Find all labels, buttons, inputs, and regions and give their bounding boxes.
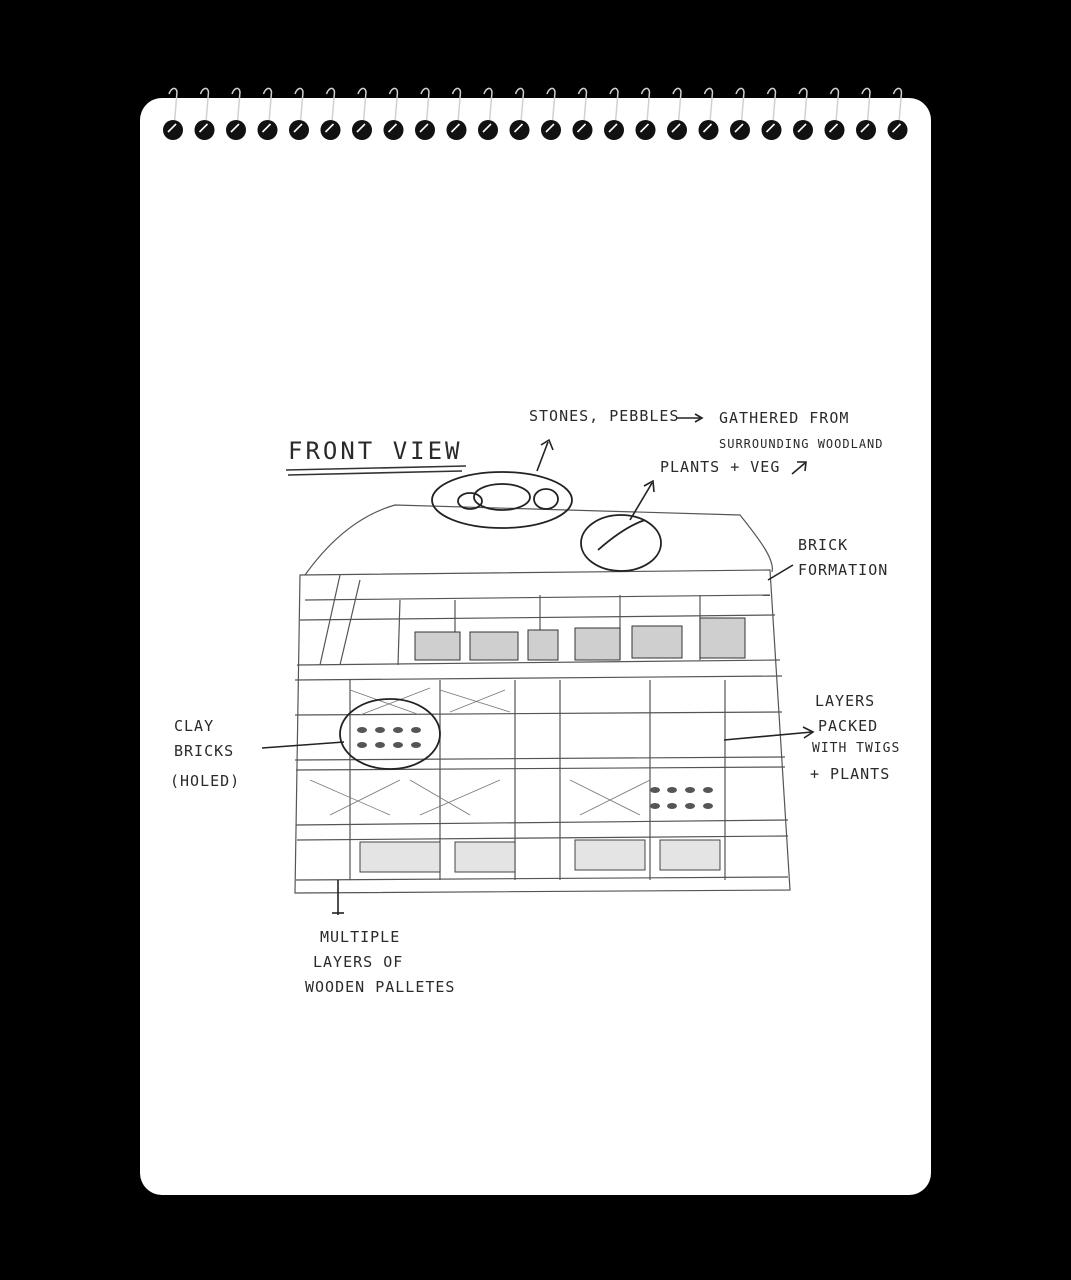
binding-hole (604, 120, 624, 140)
binding-hole (384, 120, 404, 140)
binding-hole (699, 120, 719, 140)
binding-hole (541, 120, 561, 140)
binding-hole (667, 120, 687, 140)
layers-label-line4: + PLANTS (810, 765, 891, 783)
spiral-binding (163, 88, 908, 140)
binding-hole (856, 120, 876, 140)
plants-label: PLANTS + VEG (660, 458, 781, 476)
title-underline (286, 466, 466, 475)
binding-hole (730, 120, 750, 140)
binding-hole (762, 120, 782, 140)
binding-hole (352, 120, 372, 140)
pallet-stack (295, 505, 790, 893)
binding-hole (321, 120, 341, 140)
layers-label-line2: PACKED (818, 717, 879, 735)
binding-hole (447, 120, 467, 140)
gathered-label-line2: SURROUNDING WOODLAND (719, 437, 884, 451)
binding-hole (573, 120, 593, 140)
binding-hole (825, 120, 845, 140)
sketch-title: FRONT VIEW (288, 437, 463, 465)
plants-circle (581, 515, 661, 571)
binding-hole (793, 120, 813, 140)
pallets-label-line3: WOODEN PALLETES (305, 978, 456, 996)
binding-hole (195, 120, 215, 140)
clay-label-line1: CLAY (174, 717, 215, 735)
binding-hole (415, 120, 435, 140)
stones-circle (432, 472, 572, 528)
clay-brick-circle (340, 699, 440, 769)
binding-hole (888, 120, 908, 140)
clay-label-line2: BRICKS (174, 742, 235, 760)
binding-hole (258, 120, 278, 140)
binding-hole (289, 120, 309, 140)
binding-hole (226, 120, 246, 140)
binding-hole (636, 120, 656, 140)
binding-hole (478, 120, 498, 140)
brick-label-line2: FORMATION (798, 561, 889, 579)
clay-label-line3: (HOLED) (170, 772, 241, 790)
brick-label-line1: BRICK (798, 536, 849, 554)
twig-hatching (310, 688, 650, 815)
stones-label: STONES, PEBBLES (529, 407, 680, 425)
pallets-label-line2: LAYERS OF (313, 953, 404, 971)
bottom-bricks (360, 840, 720, 872)
gathered-label-line1: GATHERED FROM (719, 409, 850, 427)
pallets-label-line1: MULTIPLE (320, 928, 401, 946)
layers-label-line3: WITH TWIGS (812, 741, 901, 756)
binding-hole (510, 120, 530, 140)
brick-row (415, 618, 745, 660)
binding-hole (163, 120, 183, 140)
layers-label-line1: LAYERS (815, 692, 876, 710)
